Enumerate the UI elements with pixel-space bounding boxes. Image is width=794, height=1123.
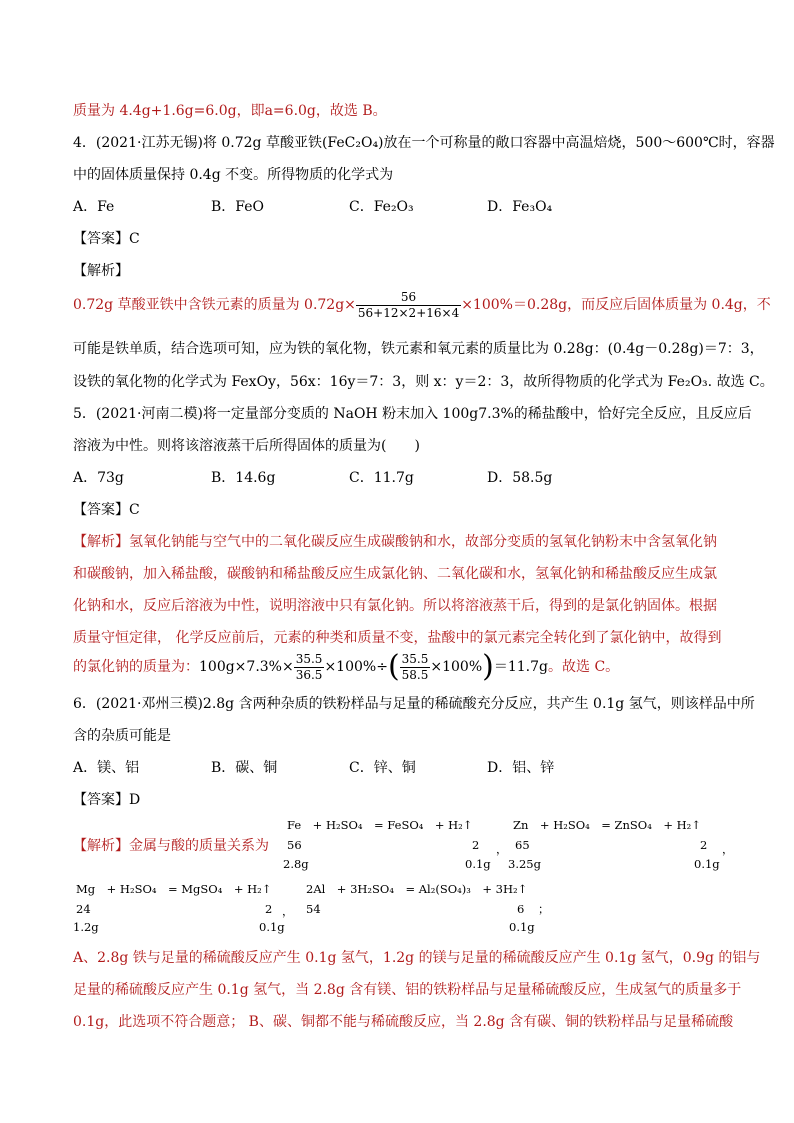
- reaction-zn-mass-zn: 65: [515, 838, 530, 852]
- q6-answer: 【答案】D: [73, 792, 141, 808]
- reaction-zn-actual-h2: 0.1g: [694, 857, 720, 871]
- q6-option-b: B．碳、铜: [211, 760, 278, 776]
- q5-stem-line2: 溶液为中性。则将该溶液蒸干后所得固体的质量为( ): [73, 438, 420, 454]
- q5-option-a: A．73g: [73, 470, 124, 486]
- q4-option-b: B．FeO: [211, 199, 264, 215]
- reaction-zn-mass-h2: 2: [700, 838, 708, 852]
- reaction-al-mass-h2: 6: [517, 902, 525, 916]
- q6-explanation-line1: A、2.8g 铁与足量的稀硫酸反应产生 0.1g 氢气，1.2g 的镁与足量的稀硫酸反应产生 0.1g 氢气，0.9g 的铝与: [73, 950, 761, 966]
- reaction-al-equation: 2Al + 3H₂SO₄ = Al₂(SO₄)₃ + 3H₂↑: [306, 882, 528, 896]
- reaction-zn-equation: Zn + H₂SO₄ = ZnSO₄ + H₂↑: [513, 818, 701, 832]
- reaction-al-mass-al: 54: [306, 902, 321, 916]
- q4-stem-line2: 中的固体质量保持 0.4g 不变。所得物质的化学式为: [73, 167, 394, 183]
- comma-2: ，: [722, 842, 734, 856]
- q6-stem-line2: 含的杂质可能是: [73, 728, 171, 744]
- reaction-mg-mass-mg: 24: [76, 902, 91, 916]
- q4-explanation-line2: 可能是铁单质，结合选项可知，应为铁的氧化物，铁元素和氧元素的质量比为 0.28g：(0.4g－0.28g)＝7：3，: [73, 341, 764, 357]
- reaction-mg-mass-h2: 2: [265, 902, 273, 916]
- q4-stem-line1: 4．(2021·江苏无锡)将 0.72g 草酸亚铁(FeC₂O₄)放在一个可称量的敞口容器中高温焙烧，500～600℃时，容器: [73, 135, 775, 151]
- reaction-fe-mass-fe: 56: [287, 838, 302, 852]
- q6-option-c: C．锌、铜: [349, 760, 416, 776]
- reaction-fe-equation: Fe + H₂SO₄ = FeSO₄ + H₂↑: [287, 818, 473, 832]
- q5-stem-line1: 5．(2021·河南二模)将一定量部分变质的 NaOH 粉末加入 100g7.3%的稀盐酸中，恰好完全反应，且反应后: [73, 406, 752, 422]
- reaction-al-actual-h2: 0.1g: [509, 920, 535, 934]
- reaction-fe-mass-h2: 2: [472, 838, 480, 852]
- q4-analysis-label: 【解析】: [73, 263, 129, 279]
- q4-option-a: A．Fe: [73, 199, 115, 215]
- q4-option-c: C．Fe₂O₃: [349, 199, 414, 215]
- q6-explanation-line2: 足量的稀硫酸反应产生 0.1g 氢气，当 2.8g 含有镁、铝的铁粉样品与足量稀硫酸反应，生成氢气的质量多于: [73, 982, 742, 998]
- q4-answer: 【答案】C: [73, 231, 140, 247]
- q4-explanation-line3: 设铁的氧化物的化学式为 FexOy，56x：16y＝7：3，则 x：y＝2：3，故所得物质的化学式为 Fe₂O₃. 故选 C。: [73, 374, 774, 390]
- reaction-mg-actual-h2: 0.1g: [259, 920, 285, 934]
- q6-stem-line1: 6．(2021·邓州三模)2.8g 含两种杂质的铁粉样品与足量的稀硫酸充分反应，共产生 0.1g 氢气，则该样品中所: [73, 696, 755, 712]
- reaction-fe-actual-fe: 2.8g: [283, 857, 309, 871]
- reaction-fe-actual-h2: 0.1g: [465, 857, 491, 871]
- q4-fraction: $\frac{56}{56+12\times 2+16\times 4}$: [357, 289, 460, 320]
- reaction-zn-actual-zn: 3.25g: [508, 857, 541, 871]
- q5-option-d: D．58.5g: [487, 470, 553, 486]
- reaction-mg-equation: Mg + H₂SO₄ = MgSO₄ + H₂↑: [76, 882, 272, 896]
- q5-fraction-2: $\frac{35.5}{58.5}$: [401, 651, 429, 682]
- q5-option-b: B．14.6g: [211, 470, 276, 486]
- q5-explanation-line1: 【解析】氢氧化钠能与空气中的二氧化碳反应生成碳酸钠和水，故部分变质的氢氧化钠粉末中含氢氧化钠: [73, 534, 717, 550]
- continued-explanation-line: 质量为 4.4g+1.6g=6.0g，即a=6.0g，故选 B。: [73, 103, 387, 119]
- q6-option-a: A．镁、铝: [73, 760, 140, 776]
- q6-explanation-line3: 0.1g，此选项不符合题意； B、碳、铜都不能与稀硫酸反应，当 2.8g 含有碳、铜的铁粉样品与足量稀硫酸: [73, 1014, 734, 1030]
- q5-answer: 【答案】C: [73, 502, 140, 518]
- q5-explanation-line3: 化钠和水，反应后溶液为中性，说明溶液中只有氯化钠。所以将溶液蒸干后，得到的是氯化钠固体。根据: [73, 598, 717, 614]
- q5-explanation-line5: 的氯化钠的质量为：100g×7.3%× $\frac{35.5}{36.5}$ ×100%÷( $\frac{35.5}{58.5}$ ×100%)＝11.7g。故选 C。: [73, 649, 620, 684]
- q6-option-d: D．铝、锌: [487, 760, 555, 776]
- q5-option-c: C．11.7g: [349, 470, 414, 486]
- comma-3: ，: [282, 904, 294, 918]
- q5-fraction-1: $\frac{35.5}{36.5}$: [295, 651, 323, 682]
- q6-analysis-intro: 【解析】金属与酸的质量关系为: [73, 838, 269, 854]
- q4-option-d: D．Fe₃O₄: [487, 199, 553, 215]
- reaction-mg-actual-mg: 1.2g: [73, 920, 99, 934]
- q4-explanation-line1: 0.72g 草酸亚铁中含铁元素的质量为 0.72g× $\frac{56}{56+12\times 2+16\times 4}$ ×100%＝0.28g，而反应后固体质量为 0.4g，不: [73, 289, 771, 320]
- q5-explanation-line4: 质量守恒定律， 化学反应前后，元素的种类和质量不变，盐酸中的氯元素完全转化到了氯化钠中，故得到: [73, 630, 722, 646]
- semicolon: ；: [538, 902, 550, 916]
- q5-explanation-line2: 和碳酸钠，加入稀盐酸，碳酸钠和稀盐酸反应生成氯化钠、二氧化碳和水，氢氧化钠和稀盐酸反应生成氯: [73, 566, 717, 582]
- comma-1: ，: [496, 842, 508, 856]
